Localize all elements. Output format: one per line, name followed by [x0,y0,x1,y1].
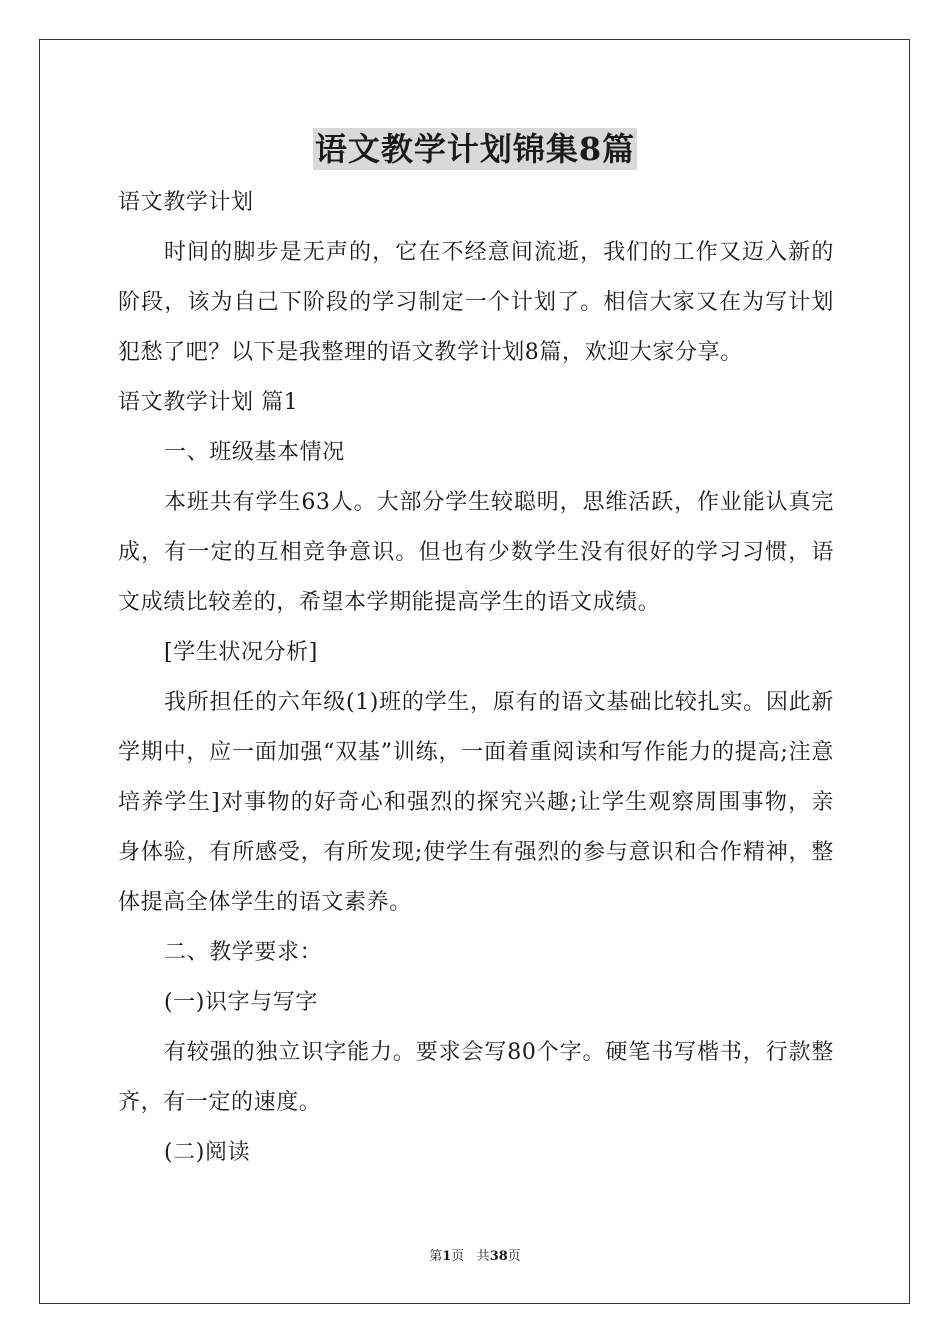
footer-total-suffix: 页 [507,1249,521,1264]
student-analysis-paragraph: 我所担任的六年级(1)班的学生，原有的语文基础比较扎实。因此新学期中，应一面加强“双基”训练，一面着重阅读和写作能力的提高;注意培养学生]对事物的好奇心和强烈的探究兴趣;让学生观察周围事物，亲身体验，有所感受，有所发现;使学生有强烈的参与意识和合作精神，整体提高全体学生的语文素养。 [118,690,834,915]
footer-page-suffix: 页 [451,1249,465,1264]
subheading-student-analysis: [学生状况分析] [164,640,318,665]
footer-page-prefix: 第 [429,1249,443,1264]
footer-total-prefix: 共 [476,1249,490,1264]
document-body [118,178,834,1178]
footer-total-pages: 38 [489,1249,508,1264]
literacy-paragraph: 有较强的独立识字能力。要求会写80个字。硬笔书写楷书，行款整齐，有一定的速度。 [118,1040,834,1115]
class-info-paragraph: 本班共有学生63人。大部分学生较聪明，思维活跃，作业能认真完成，有一定的互相竞争意识。但也有少数学生没有很好的学习习惯，语文成绩比较差的，希望本学期能提高学生的语文成绩。 [118,490,834,615]
subheading-literacy: (一)识字与写字 [164,990,318,1015]
subheading-teaching-requirements: 二、教学要求： [164,940,323,965]
document-title: 语文教学计划锦集8篇 [314,130,636,168]
section-heading: 语文教学计划 [118,190,254,215]
intro-paragraph: 时间的脚步是无声的，它在不经意间流逝，我们的工作又迈入新的阶段，该为自己下阶段的学习制定一个计划了。相信大家又在为写计划犯愁了吧？以下是我整理的语文教学计划8篇，欢迎大家分享。 [118,240,834,365]
article-heading: 语文教学计划 篇1 [118,390,299,415]
subheading-reading: (二)阅读 [164,1140,251,1165]
title-container [0,128,950,170]
footer-page-number: 1 [442,1249,452,1264]
subheading-class-info: 一、班级基本情况 [164,440,345,465]
page-footer [0,1247,950,1267]
